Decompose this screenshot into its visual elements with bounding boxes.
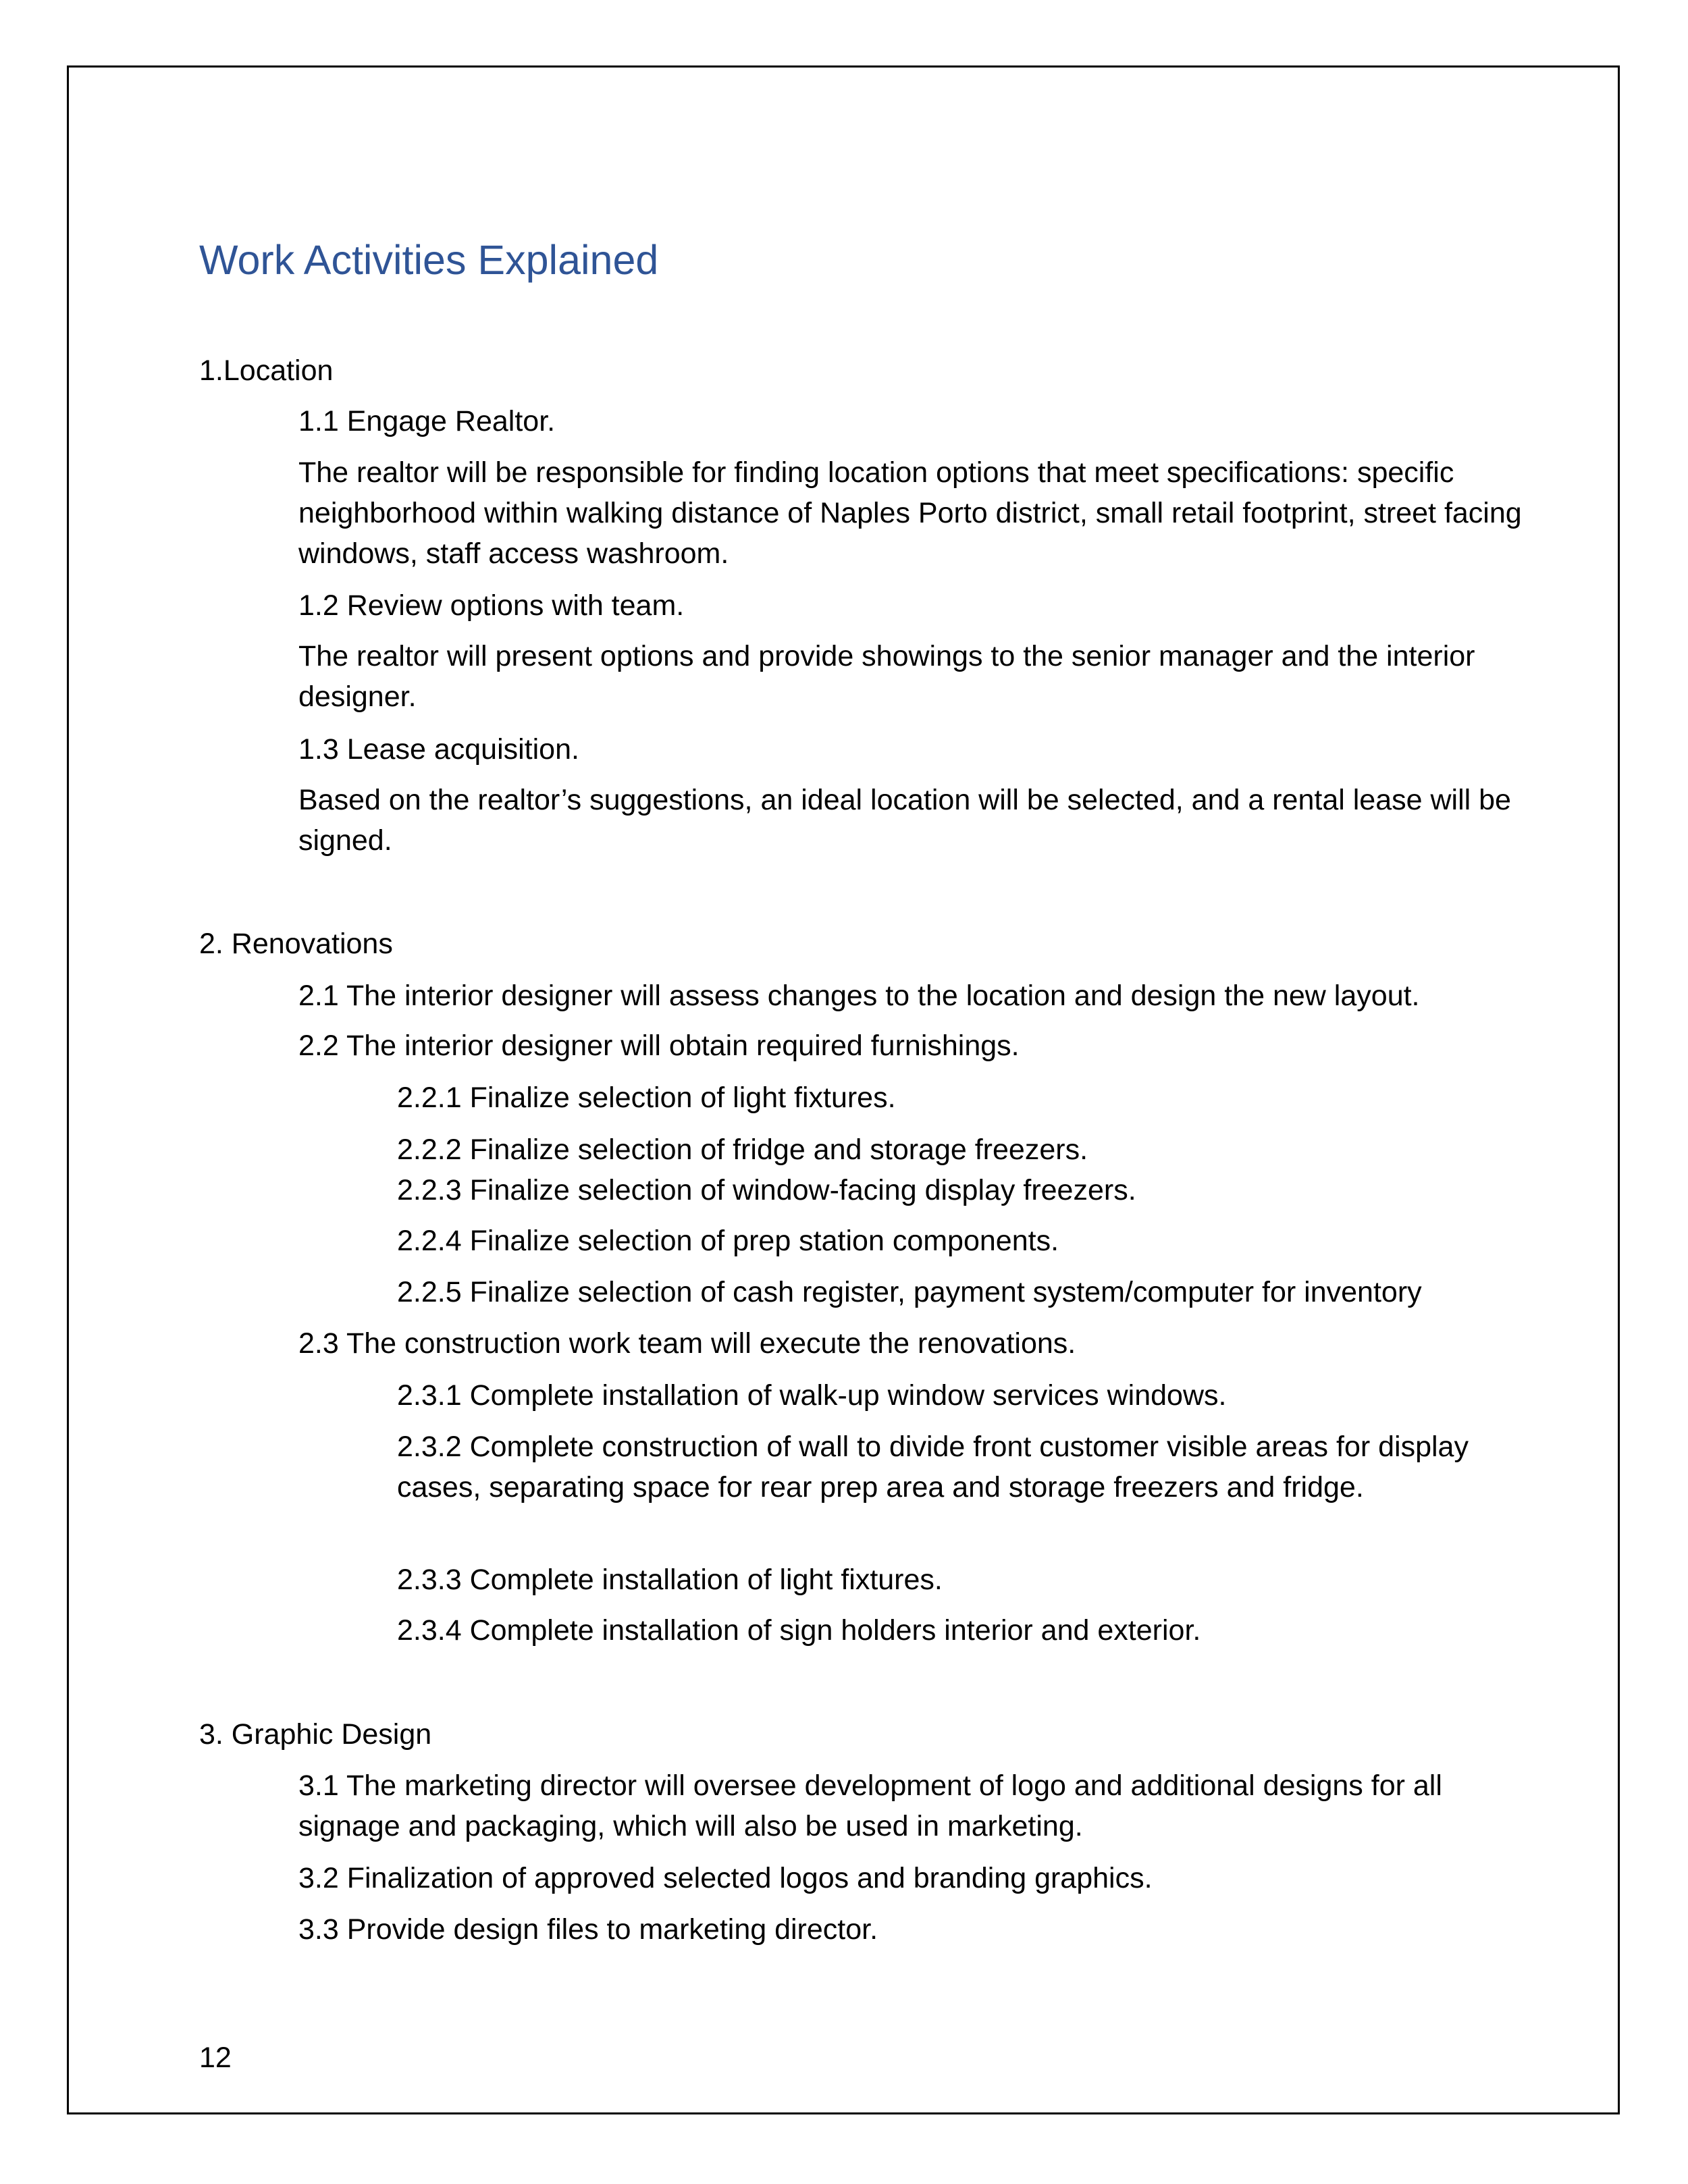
item-1-2-text: The realtor will present options and provide showings to the senior manager and the interior designer. bbox=[298, 640, 1475, 713]
item-2-2-4: 2.2.4 Finalize selection of prep station components. bbox=[397, 1225, 1059, 1257]
item-2-3-4: 2.3.4 Complete installation of sign holders interior and exterior. bbox=[397, 1614, 1201, 1647]
page-title: Work Activities Explained bbox=[199, 237, 659, 283]
item-1-1-text: The realtor will be responsible for finding location options that meet specifications: specific neighborhood within walking distance of Naples Porto district, small retail footprint, street facing windows, staff access washroom. bbox=[298, 456, 1522, 570]
section-heading-location: 1.Location bbox=[199, 354, 334, 387]
item-2-3-1: 2.3.1 Complete installation of walk-up window services windows. bbox=[397, 1379, 1227, 1412]
item-1-3-text: Based on the realtor’s suggestions, an ideal location will be selected, and a rental lease will be signed. bbox=[298, 784, 1511, 857]
item-1-3-label: 1.3 Lease acquisition. bbox=[298, 733, 579, 766]
item-2-3: 2.3 The construction work team will execute the renovations. bbox=[298, 1327, 1076, 1360]
item-2-2-3: 2.2.3 Finalize selection of window-facing display freezers. bbox=[397, 1174, 1136, 1206]
page-number: 12 bbox=[199, 2042, 232, 2074]
section-heading-renovations: 2. Renovations bbox=[199, 928, 393, 960]
item-3-1: 3.1 The marketing director will oversee development of logo and additional designs for all signage and packaging, which will also be used in marketing. bbox=[298, 1769, 1442, 1842]
item-3-2: 3.2 Finalization of approved selected logos and branding graphics. bbox=[298, 1862, 1153, 1894]
item-2-2-1: 2.2.1 Finalize selection of light fixtures. bbox=[397, 1082, 896, 1114]
item-1-2-label: 1.2 Review options with team. bbox=[298, 589, 685, 622]
item-2-2-5: 2.2.5 Finalize selection of cash register, payment system/computer for inventory bbox=[397, 1276, 1422, 1308]
item-2-2: 2.2 The interior designer will obtain required furnishings. bbox=[298, 1030, 1020, 1062]
item-2-2-2: 2.2.2 Finalize selection of fridge and storage freezers. bbox=[397, 1134, 1088, 1166]
item-1-1-label: 1.1 Engage Realtor. bbox=[298, 405, 556, 437]
item-2-3-3: 2.3.3 Complete installation of light fixtures. bbox=[397, 1564, 943, 1596]
item-3-3: 3.3 Provide design files to marketing director. bbox=[298, 1913, 878, 1946]
item-2-1: 2.1 The interior designer will assess changes to the location and design the new layout. bbox=[298, 980, 1420, 1012]
item-2-3-2: 2.3.2 Complete construction of wall to divide front customer visible areas for display cases, separating space for rear prep area and storage freezers and fridge. bbox=[397, 1431, 1469, 1503]
section-heading-graphic-design: 3. Graphic Design bbox=[199, 1718, 432, 1751]
